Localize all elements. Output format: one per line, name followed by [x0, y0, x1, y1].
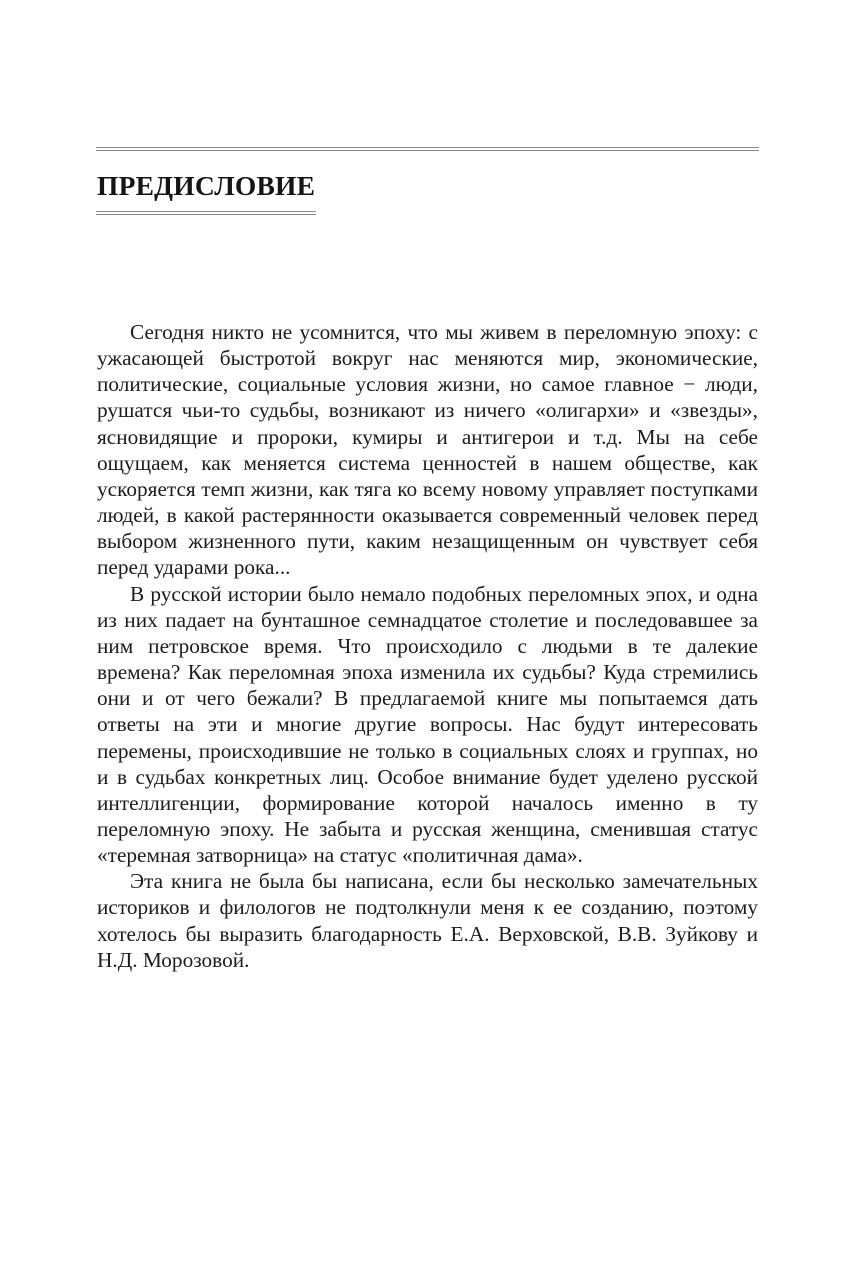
page-title: ПРЕДИСЛОВИЕ [97, 170, 316, 201]
paragraph: Эта книга не была бы написана, если бы несколько замечательных историков и филологов не подтолкнули меня к ее созданию, поэтому хотелось бы выразить благодарность Е.А. Верховской, В.В. Зуйкову и Н.Д. Морозовой. [97, 869, 758, 972]
body-text [97, 319, 758, 973]
title-underline-rule [96, 211, 316, 217]
paragraph: Сегодня никто не усомнится, что мы живем в переломную эпоху: с ужасающей быстротой вокруг нас меняются мир, экономические, политические, социальные условия жизни, но самое главное − люди, рушатся чьи-то судьбы, возникают из ничего «олигархи» и «звезды», ясновидящие и пророки, кумиры и антигерои и т.д. Мы на себе ощущаем, как меняется система ценностей в нашем обществе, как ускоряется темп жизни, как тяга ко всему новому управляет поступками людей, в какой растерянности оказывается современный человек перед выбором жизненного пути, каким незащищенным он чувствует себя перед ударами рока... [97, 320, 758, 580]
top-double-rule [96, 147, 759, 153]
paragraph: В русской истории было немало подобных переломных эпох, и одна из них падает на бунташное семнадцатое столетие и последовавшее за ним петровское время. Что происходило с людьми в те далекие времена? Как переломная эпоха изменила их судьбы? Куда стремились они и от чего бежали? В предлагаемой книге мы попытаемся дать ответы на эти и многие другие вопросы. Нас будут интересовать перемены, происходившие не только в социальных слоях и группах, но и в судьбах конкретных лиц. Особое внимание будет уделено русской интеллигенции, формирование которой началось именно в ту переломную эпоху. Не забыта и русская женщина, сменившая статус «теремная затворница» на статус «политичная дама». [97, 581, 758, 868]
